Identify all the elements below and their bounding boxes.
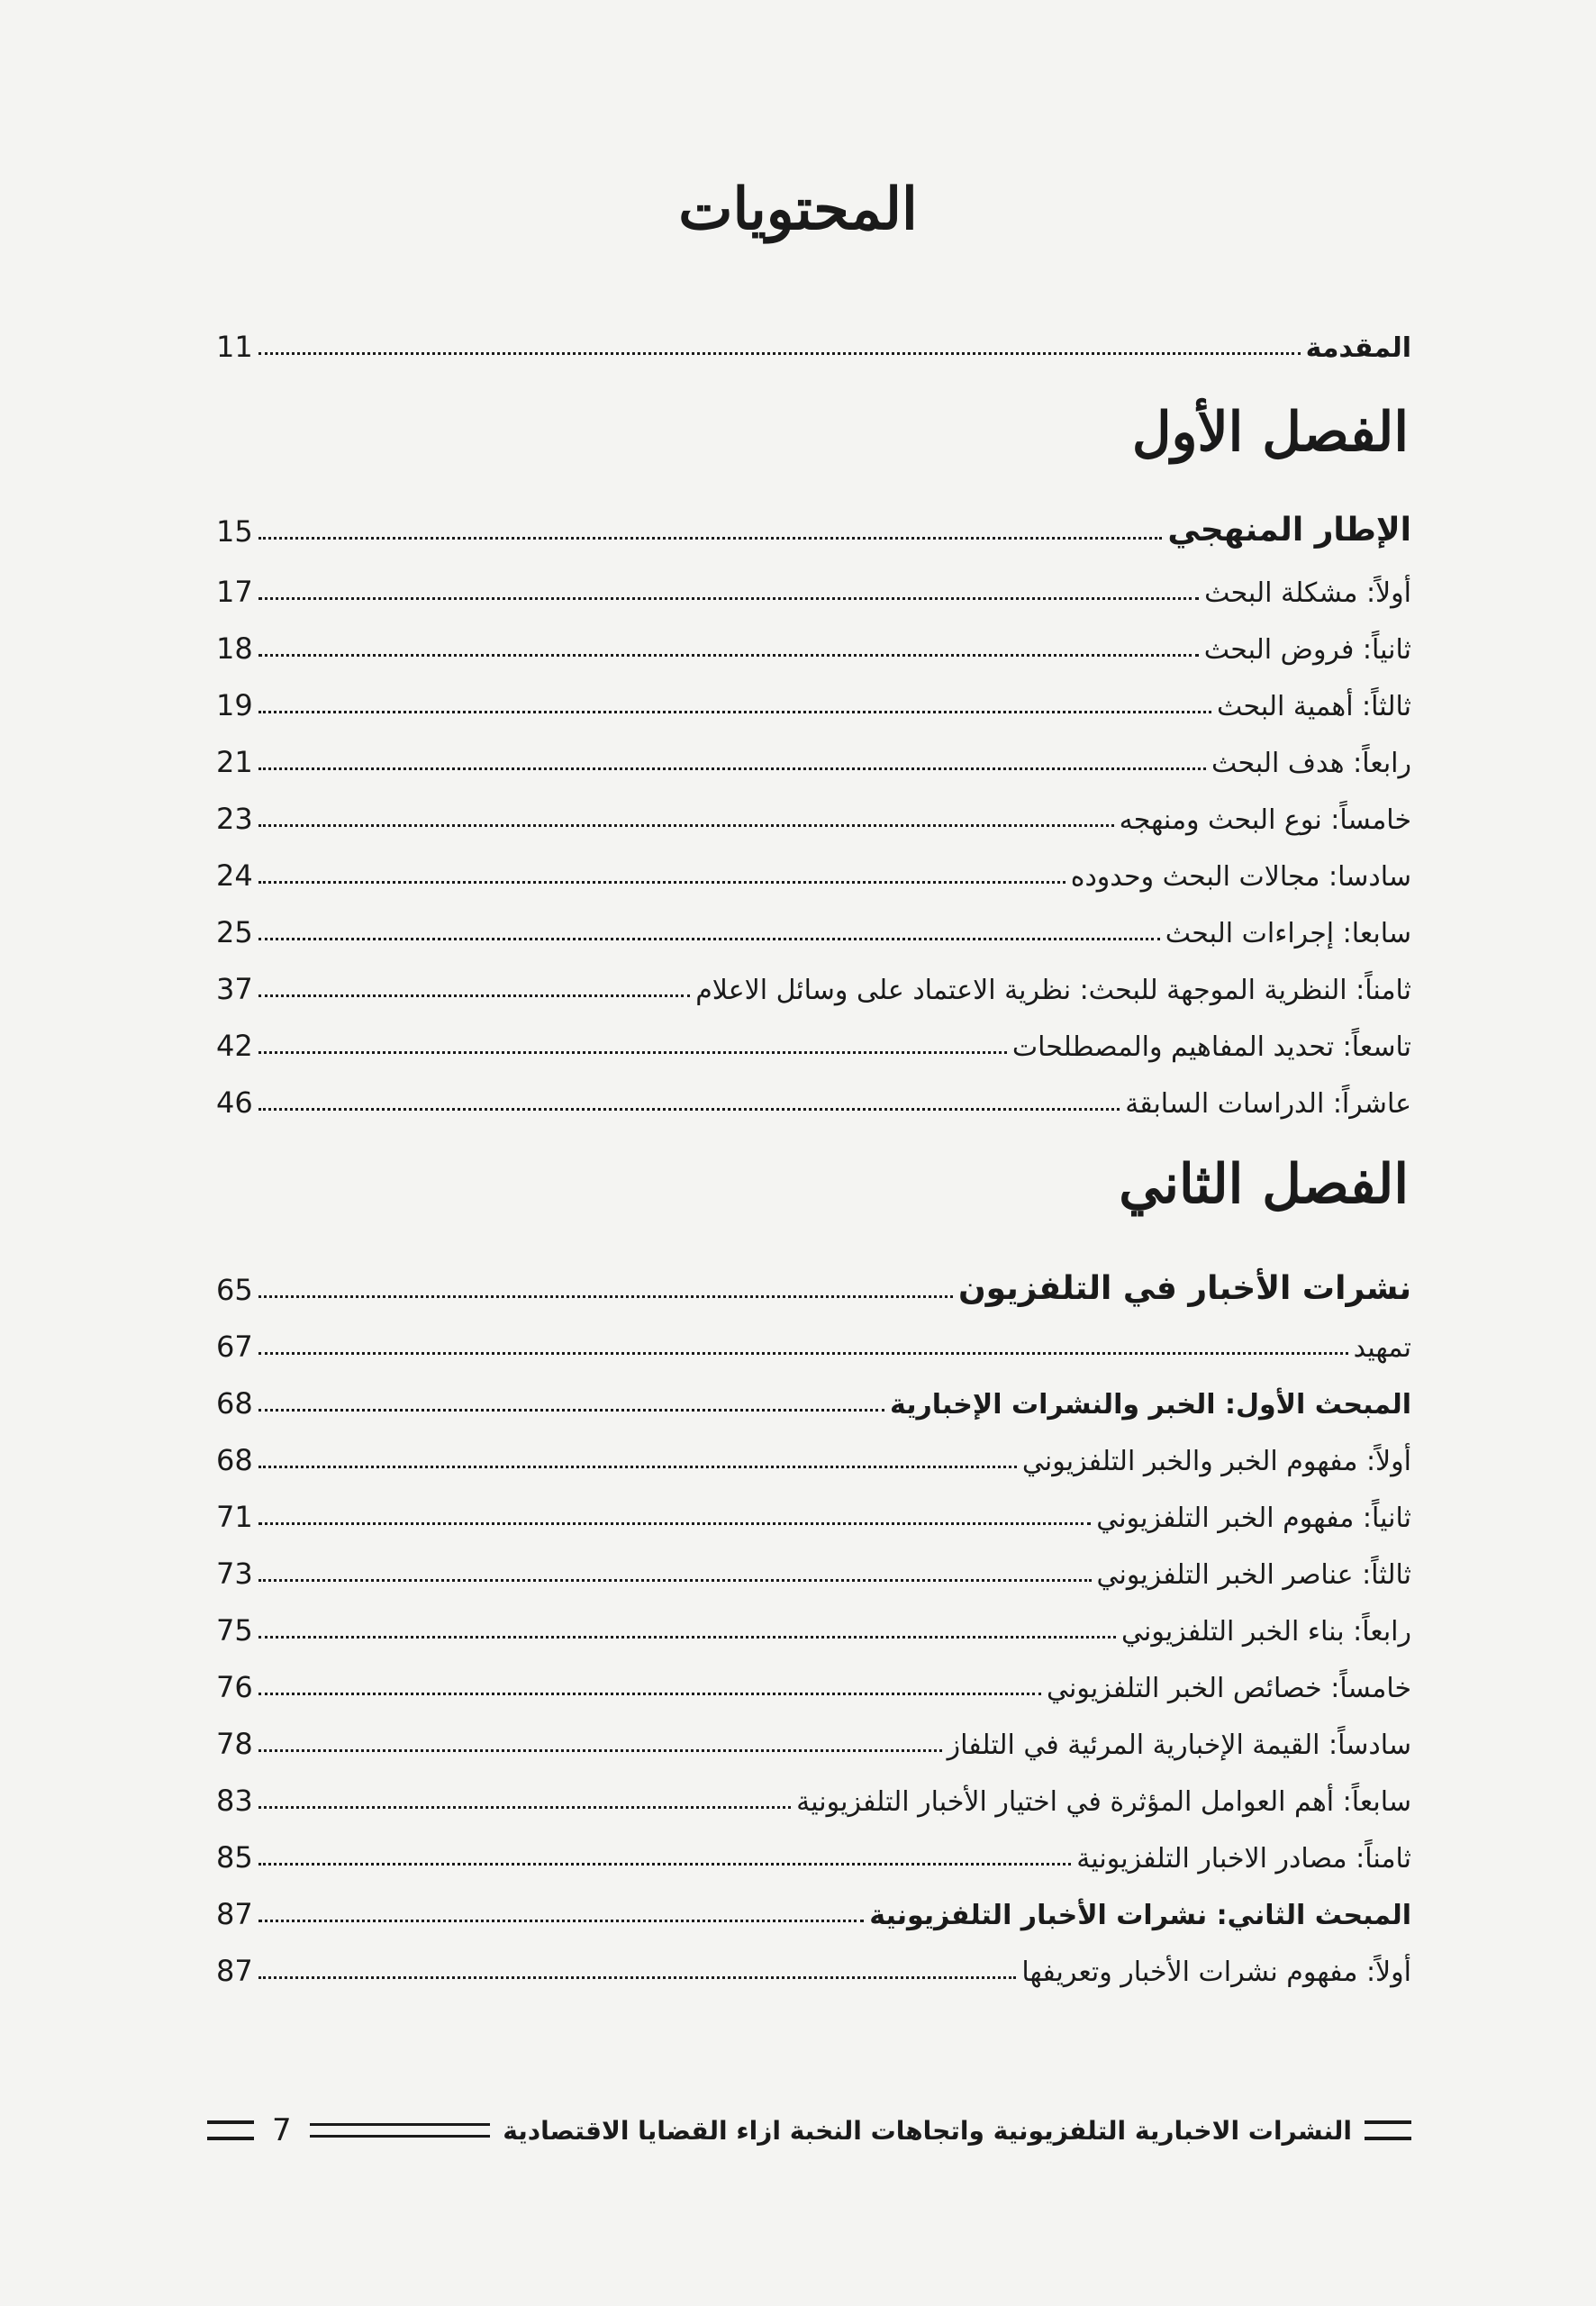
entry-page: 18 — [216, 631, 253, 666]
dot-leader — [258, 824, 1114, 827]
dot-leader — [258, 1108, 1120, 1111]
toc-entry — [216, 901, 1411, 949]
toc-entry — [216, 560, 1411, 609]
entry-label: أولاً: مفهوم الخبر والخبر التلفزيوني — [1021, 1446, 1411, 1477]
dot-leader — [258, 597, 1199, 600]
toc-entry — [216, 1014, 1411, 1063]
entry-label: أولاً: مشكلة البحث — [1204, 577, 1411, 609]
entry-page: 17 — [216, 575, 253, 609]
entry-page: 23 — [216, 802, 253, 836]
toc-entry — [216, 1429, 1411, 1477]
toc-entry — [216, 1485, 1411, 1534]
entry-label: ثالثاً: عناصر الخبر التلفزيوني — [1096, 1559, 1411, 1591]
chapter-heading-1: الفصل الأول — [1131, 401, 1409, 464]
dot-leader — [258, 1863, 1072, 1866]
entry-label: عاشراً: الدراسات السابقة — [1125, 1088, 1411, 1120]
footer-ornament-left — [207, 2120, 254, 2140]
dot-leader — [258, 1522, 1092, 1525]
toc-entry — [216, 1656, 1411, 1704]
entry-page: 42 — [216, 1029, 253, 1063]
entry-label: نشرات الأخبار في التلفزيون — [957, 1270, 1411, 1307]
entry-page: 15 — [216, 514, 253, 549]
toc-entry — [216, 617, 1411, 666]
entry-label: ثامناً: مصادر الاخبار التلفزيونية — [1076, 1843, 1411, 1875]
chapter2-title-entry — [216, 1258, 1411, 1307]
entry-page: 67 — [216, 1330, 253, 1364]
dot-leader — [258, 1466, 1017, 1468]
entry-page: 65 — [216, 1273, 253, 1307]
toc-entry — [216, 787, 1411, 836]
toc-entry — [216, 844, 1411, 893]
toc-entry — [216, 1769, 1411, 1818]
dot-leader — [258, 352, 1301, 355]
entry-label: ثامناً: النظرية الموجهة للبحث: نظرية الاعتماد على وسائل الاعلام — [695, 975, 1411, 1006]
chapter1-title-entry — [216, 500, 1411, 549]
entry-page: 76 — [216, 1670, 253, 1704]
dot-leader — [258, 1636, 1116, 1639]
entry-label: أولاً: مفهوم نشرات الأخبار وتعريفها — [1021, 1956, 1411, 1988]
entry-page: 87 — [216, 1897, 253, 1931]
dot-leader — [258, 1352, 1348, 1355]
dot-leader — [258, 1920, 865, 1922]
toc-entry — [216, 1542, 1411, 1591]
toc-entry-intro — [216, 315, 1411, 364]
dot-leader — [258, 1409, 884, 1412]
dot-leader — [258, 1051, 1007, 1054]
dot-leader — [258, 537, 1163, 540]
dot-leader — [258, 1295, 953, 1298]
entry-label: خامساً: خصائص الخبر التلفزيوني — [1046, 1673, 1411, 1704]
dot-leader — [258, 711, 1211, 713]
page-title: المحتويات — [678, 176, 918, 243]
entry-page: 19 — [216, 688, 253, 722]
footer-ornament-right — [1365, 2120, 1411, 2140]
entry-page: 87 — [216, 1954, 253, 1988]
entry-page: 24 — [216, 858, 253, 893]
toc-entry — [216, 1826, 1411, 1875]
toc-entry — [216, 674, 1411, 722]
footer-book-title: النشرات الاخبارية التلفزيونية واتجاهات النخبة ازاء القضايا الاقتصادية — [503, 2115, 1352, 2146]
entry-label: الإطار المنهجي — [1167, 512, 1411, 549]
dot-leader — [258, 1749, 942, 1752]
entry-page: 71 — [216, 1500, 253, 1534]
toc-entry — [216, 958, 1411, 1006]
toc-entry-intro-2 — [216, 1315, 1411, 1364]
toc-entry — [216, 1939, 1411, 1988]
dot-leader — [258, 881, 1066, 884]
entry-label: سابعا: إجراءات البحث — [1165, 918, 1411, 949]
dot-leader — [258, 1579, 1092, 1582]
entry-page: 25 — [216, 915, 253, 949]
section-entry-1 — [216, 1372, 1411, 1421]
entry-label: خامساً: نوع البحث ومنهجه — [1119, 804, 1411, 836]
dot-leader — [258, 654, 1199, 657]
entry-page: 85 — [216, 1840, 253, 1875]
dot-leader — [258, 1976, 1017, 1979]
footer-rule — [310, 2123, 491, 2138]
entry-label: ثالثاً: أهمية البحث — [1217, 691, 1411, 722]
entry-label: سادسا: مجالات البحث وحدوده — [1070, 861, 1411, 893]
entry-page: 73 — [216, 1557, 253, 1591]
entry-label: المبحث الثاني: نشرات الأخبار التلفزيونية — [869, 1900, 1411, 1931]
dot-leader — [258, 994, 691, 997]
toc-entry — [216, 1712, 1411, 1761]
dot-leader — [258, 1693, 1041, 1695]
entry-page: 11 — [216, 330, 253, 364]
entry-label: المبحث الأول: الخبر والنشرات الإخبارية — [890, 1389, 1411, 1421]
entry-page: 68 — [216, 1386, 253, 1421]
section-entry-2 — [216, 1883, 1411, 1931]
entry-label: سابعاً: أهم العوامل المؤثرة في اختيار الأخبار التلفزيونية — [796, 1786, 1411, 1818]
entry-label: تمهيد — [1353, 1332, 1411, 1364]
entry-label: رابعاً: بناء الخبر التلفزيوني — [1121, 1616, 1411, 1648]
chapter-heading-2: الفصل الثاني — [1119, 1153, 1409, 1216]
entry-page: 46 — [216, 1085, 253, 1120]
entry-label: المقدمة — [1305, 332, 1411, 364]
entry-page: 37 — [216, 972, 253, 1006]
entry-label: رابعاً: هدف البحث — [1211, 748, 1411, 779]
entry-page: 75 — [216, 1613, 253, 1648]
dot-leader — [258, 938, 1160, 940]
entry-label: تاسعاً: تحديد المفاهيم والمصطلحات — [1011, 1031, 1411, 1063]
entry-label: ثانياً: مفهوم الخبر التلفزيوني — [1096, 1503, 1411, 1534]
toc-entry — [216, 1599, 1411, 1648]
entry-label: سادساً: القيمة الإخبارية المرئية في التلفاز — [947, 1730, 1411, 1761]
entry-label: ثانياً: فروض البحث — [1203, 634, 1411, 666]
entry-page: 21 — [216, 745, 253, 779]
dot-leader — [258, 1806, 791, 1809]
toc-entry — [216, 1071, 1411, 1120]
page-footer — [207, 2108, 1411, 2153]
page-number: 7 — [272, 2112, 292, 2148]
entry-page: 78 — [216, 1727, 253, 1761]
entry-page: 68 — [216, 1443, 253, 1477]
entry-page: 83 — [216, 1784, 253, 1818]
toc-entry — [216, 731, 1411, 779]
dot-leader — [258, 767, 1206, 770]
